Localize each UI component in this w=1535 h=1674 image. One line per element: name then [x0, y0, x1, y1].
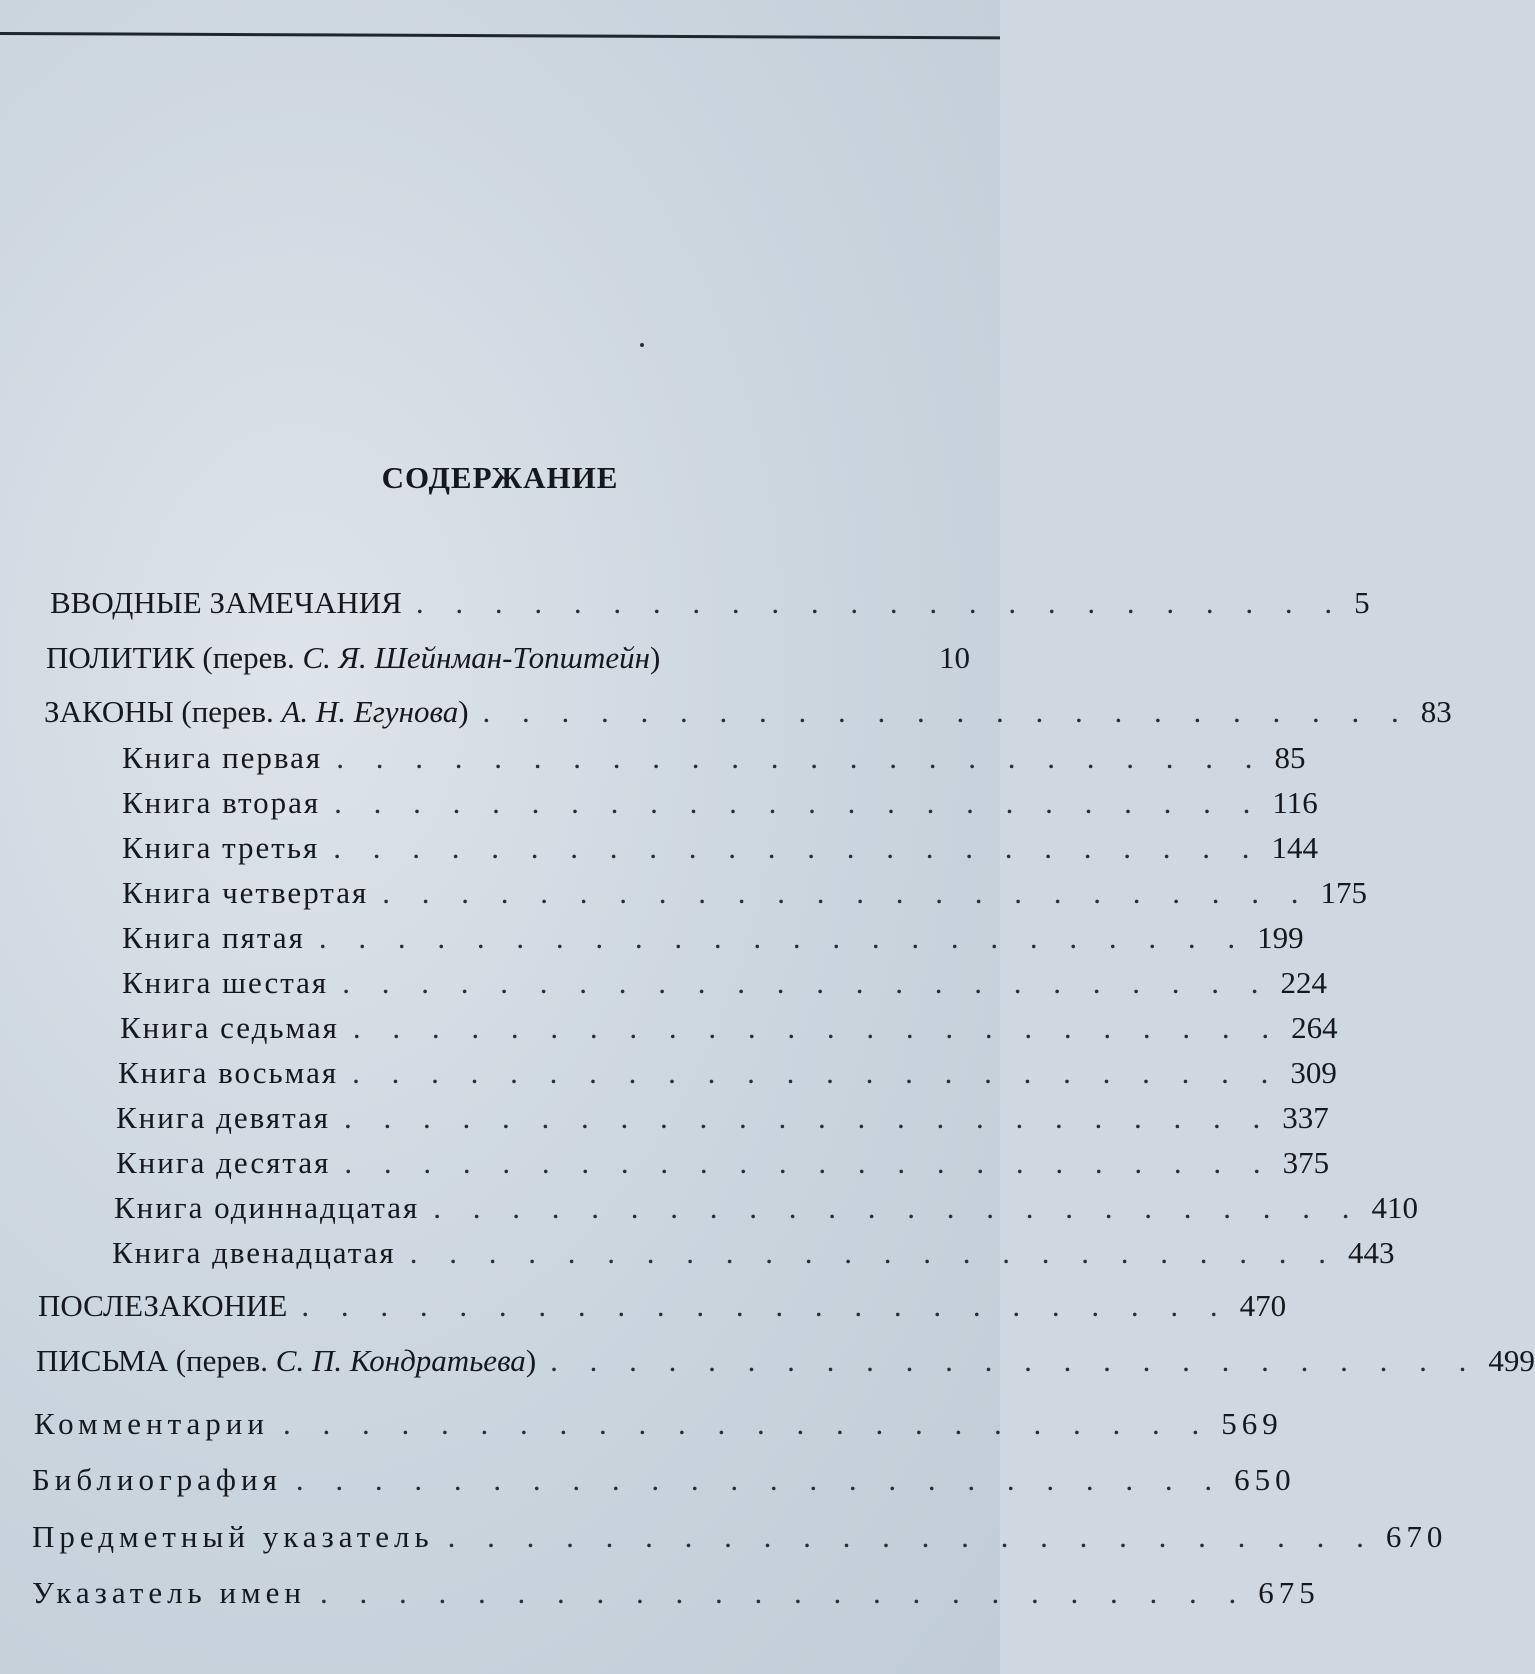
leader-dots: . . . . . . . . . . . . . . . . . . . . . . . . — [344, 1145, 1273, 1180]
toc-entry-statesman[interactable] — [46, 640, 970, 676]
leader-dots: . . . . . . . . . . . . . . . . . . . . . . . . — [415, 585, 1345, 620]
toc-entry-book-1[interactable] — [122, 740, 1306, 776]
toc-entry-book-10[interactable] — [116, 1145, 1330, 1181]
contents-heading: СОДЕРЖАНИЕ — [381, 460, 619, 495]
toc-page-number: 375 — [1282, 1145, 1330, 1180]
translator-name: С. Я. Шейнман-Топштейн — [302, 640, 651, 675]
toc-entry-epinomis[interactable] — [38, 1288, 1287, 1324]
toc-entry-label: Комментарии — [34, 1406, 269, 1441]
toc-entry-label: Книга вторая — [122, 785, 321, 820]
toc-entry-subject-index[interactable] — [32, 1519, 1448, 1555]
toc-page-number: 224 — [1280, 965, 1327, 1000]
leader-dots: . . . . . . . . . . . . . . . . . . . . . . . . — [336, 740, 1265, 775]
toc-page-number: 443 — [1347, 1235, 1395, 1270]
toc-entry-label: Библиография — [32, 1462, 282, 1497]
toc-entry-book-9[interactable] — [116, 1100, 1329, 1136]
toc-entry-label: ПОЛИТИК (перев. С. Я. Шейнман-Топштейн) — [46, 640, 661, 675]
leader-dots: . . . . . . . . . . . . . . . . . . . . . . . . — [352, 1055, 1281, 1090]
toc-page-number: 5 — [1354, 585, 1370, 620]
toc-entry-label: Книга третья — [122, 830, 320, 865]
toc-entry-label: Книга девятая — [116, 1100, 331, 1135]
toc-page-number: 337 — [1282, 1100, 1329, 1135]
toc-entry-book-11[interactable] — [114, 1190, 1419, 1226]
toc-entry-label: Книга первая — [122, 740, 323, 775]
toc-page-number: 83 — [1420, 694, 1452, 729]
toc-entry-book-5[interactable] — [122, 920, 1304, 956]
toc-page-number: 309 — [1290, 1055, 1337, 1090]
toc-entry-book-8[interactable] — [118, 1055, 1337, 1091]
toc-entry-book-7[interactable] — [120, 1010, 1338, 1046]
toc-entry-book-2[interactable] — [122, 785, 1318, 821]
toc-page-number: 264 — [1291, 1010, 1338, 1045]
toc-page-number: 470 — [1239, 1288, 1287, 1323]
toc-page-number: 499 — [1488, 1343, 1535, 1378]
leader-dots: . . . . . . . . . . . . . . . . . . . . . . . . — [344, 1100, 1273, 1135]
leader-dots: . . . . . . . . . . . . . . . . . . . . . . . . — [320, 1575, 1249, 1610]
toc-entry-label: Книга десятая — [116, 1145, 331, 1180]
toc-entry-label: Книга пятая — [122, 920, 305, 955]
toc-page-number: 10 — [939, 640, 970, 675]
leader-dots: . . . . . . . . . . . . . . . . . . . . . . . . — [333, 830, 1262, 865]
toc-entry-name-index[interactable] — [32, 1575, 1320, 1611]
leader-dots: . . . . . . . . . . . . . . . . . . . . . . . . — [295, 1462, 1225, 1497]
toc-page-number: 175 — [1320, 875, 1367, 910]
toc-page-number: 650 — [1234, 1462, 1296, 1497]
toc-entry-laws[interactable] — [44, 694, 1452, 730]
toc-entry-label: Указатель имен — [32, 1575, 306, 1610]
toc-page-number: 116 — [1272, 785, 1318, 820]
leader-dots: . . . . . . . . . . . . . . . . . . . . . . . . — [334, 785, 1263, 820]
leader-dots: . . . . . . . . . . . . . . . . . . . . . . . . — [318, 920, 1248, 955]
toc-entry-label: Книга одиннадцатая — [114, 1190, 420, 1225]
toc-entry-book-12[interactable] — [112, 1235, 1395, 1271]
leader-dots: . . . . . . . . . . . . . . . . . . . . . . . . — [301, 1288, 1230, 1323]
toc-entry-label: Книга четвертая — [122, 875, 369, 910]
toc-entry-label: Книга шестая — [122, 965, 329, 1000]
toc-entry-book-4[interactable] — [122, 875, 1367, 911]
toc-entry-bibliography[interactable] — [32, 1462, 1296, 1498]
toc-entry-label: ПОСЛЕЗАКОНИЕ — [38, 1288, 288, 1323]
leader-dots: . . . . . . . . . . . . . . . . . . . . . . . . — [447, 1519, 1376, 1554]
leader-dots: . . . . . . . . . . . . . . . . . . . . . . . . — [433, 1190, 1362, 1225]
toc-page-number: 144 — [1271, 830, 1318, 865]
leader-dots: . . . . . . . . . . . . . . . . . . . . . . . . — [352, 1010, 1282, 1045]
toc-page-number: 675 — [1258, 1575, 1320, 1610]
toc-entry-label: Предметный указатель — [32, 1519, 434, 1554]
toc-entry-label: Книга восьмая — [118, 1055, 339, 1090]
toc-entry-label: Книга седьмая — [120, 1010, 339, 1045]
leader-dots: . . . . . . . . . . . . . . . . . . . . . . . . — [283, 1406, 1212, 1441]
toc-entry-label: ПИСЬМА (перев. С. П. Кондратьева) — [36, 1343, 537, 1378]
leader-dots: . . . . . . . . . . . . . . . . . . . . . . . . — [482, 694, 1411, 729]
toc-page-number: 410 — [1371, 1190, 1419, 1225]
toc-entry-book-3[interactable] — [122, 830, 1318, 866]
toc-page-number: 85 — [1274, 740, 1306, 775]
toc-entry-label: ВВОДНЫЕ ЗАМЕЧАНИЯ — [50, 585, 402, 620]
toc-entry-commentary[interactable] — [34, 1406, 1283, 1442]
leader-dots: . . . . . . . . . . . . . . . . . . . . . . . . — [382, 875, 1311, 910]
toc-page-number: 670 — [1385, 1519, 1448, 1554]
toc-entry-introduction[interactable] — [50, 585, 1370, 621]
toc-page-number: 569 — [1221, 1406, 1283, 1441]
toc-entry-letters[interactable] — [36, 1343, 1535, 1379]
leader-dots: . . . . . . . . . . . . . . . . . . . . . . . . — [409, 1235, 1338, 1270]
leader-dots: . . . . . . . . . . . . . . . . . . . . . . . . — [550, 1343, 1479, 1378]
translator-name: А. Н. Егунова — [281, 694, 459, 729]
toc-entry-label: Книга двенадцатая — [112, 1235, 396, 1270]
translator-name: С. П. Кондратьева — [275, 1343, 526, 1378]
leader-dots: . . . . . . . . . . . . . . . . . . . . . . . . — [342, 965, 1271, 1000]
toc-page-number: 199 — [1257, 920, 1304, 955]
toc-entry-label: ЗАКОНЫ (перев. А. Н. Егунова) — [44, 694, 469, 729]
toc-entry-book-6[interactable] — [122, 965, 1327, 1001]
